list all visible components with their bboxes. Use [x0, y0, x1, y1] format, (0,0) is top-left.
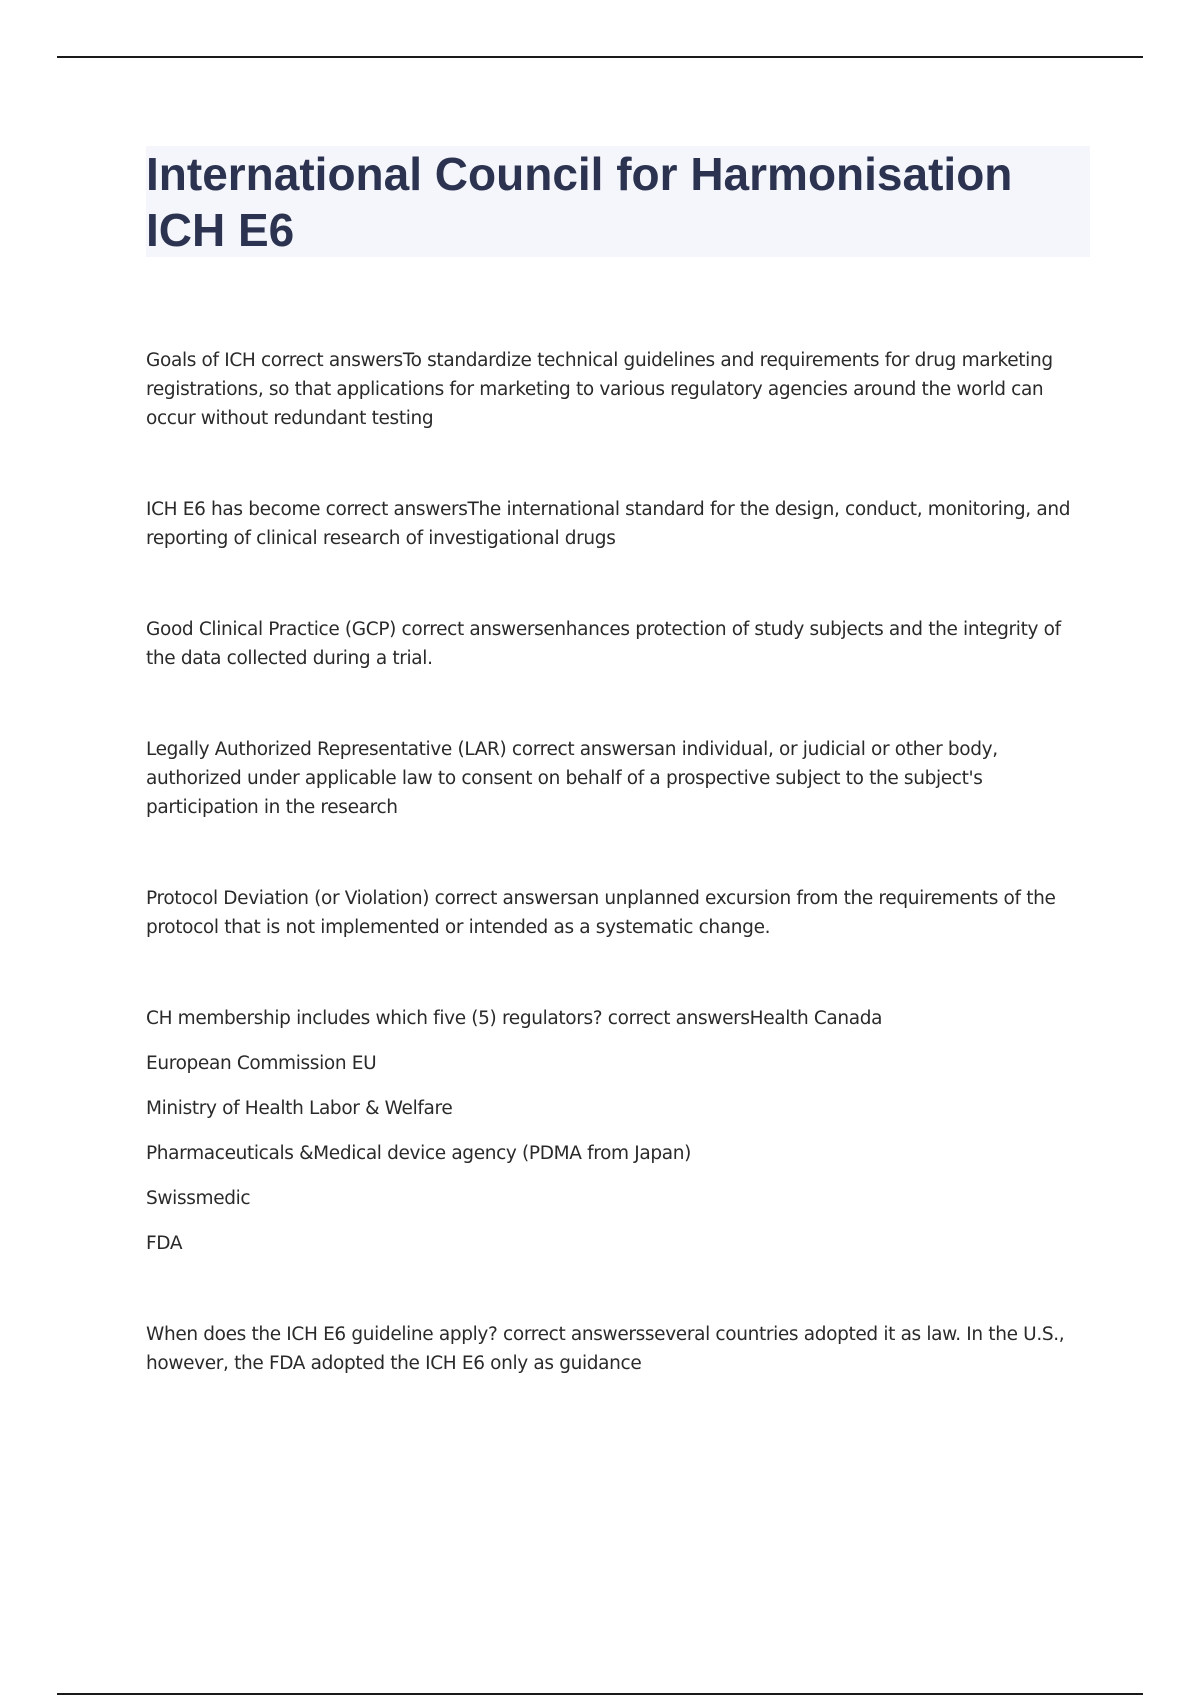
- qa-entry: [146, 346, 1086, 433]
- document-body: [146, 346, 1086, 1440]
- title-line-1: International Council for Harmonisation: [146, 148, 1013, 200]
- membership-item: Ministry of Health Labor & Welfare: [146, 1098, 453, 1119]
- qa-text: Protocol Deviation (or Violation) correct answersan unplanned excursion from the requirements of the protocol that is not implemented or intended as a systematic change.: [146, 888, 1056, 938]
- qa-entry: [146, 495, 1086, 553]
- qa-entry: [146, 615, 1086, 673]
- title-line-2: ICH E6: [146, 204, 295, 256]
- membership-item: Swissmedic: [146, 1188, 251, 1209]
- membership-item: FDA: [146, 1233, 183, 1254]
- qa-entry: [146, 1320, 1086, 1378]
- document-title: [146, 146, 1090, 258]
- qa-text: When does the ICH E6 guideline apply? correct answersseveral countries adopted it as law. In the U.S., however, the FDA adopted the ICH E6 only as guidance: [146, 1324, 1065, 1374]
- membership-question: CH membership includes which five (5) regulators? correct answersHealth Canada: [146, 1008, 883, 1029]
- qa-entry: [146, 884, 1086, 942]
- qa-text: ICH E6 has become correct answersThe international standard for the design, conduct, monitoring, and reporting of clinical research of investigational drugs: [146, 499, 1071, 549]
- title-block: [146, 146, 1090, 257]
- qa-text: Goals of ICH correct answersTo standardize technical guidelines and requirements for drug marketing registrations, so that applications for marketing to various regulatory agencies around the world can occur without redundant testing: [146, 350, 1053, 429]
- qa-text: Legally Authorized Representative (LAR) correct answersan individual, or judicial or other body, authorized under applicable law to consent on behalf of a prospective subject to the subject's participation in the research: [146, 739, 998, 818]
- membership-item: European Commission EU: [146, 1053, 377, 1074]
- membership-item: Pharmaceuticals &Medical device agency (PDMA from Japan): [146, 1143, 691, 1164]
- membership-entry: [146, 1004, 1086, 1258]
- top-rule: [57, 56, 1143, 58]
- qa-entry: [146, 735, 1086, 822]
- bottom-rule: [57, 1693, 1143, 1695]
- qa-text: Good Clinical Practice (GCP) correct answersenhances protection of study subjects and the integrity of the data collected during a trial.: [146, 619, 1061, 669]
